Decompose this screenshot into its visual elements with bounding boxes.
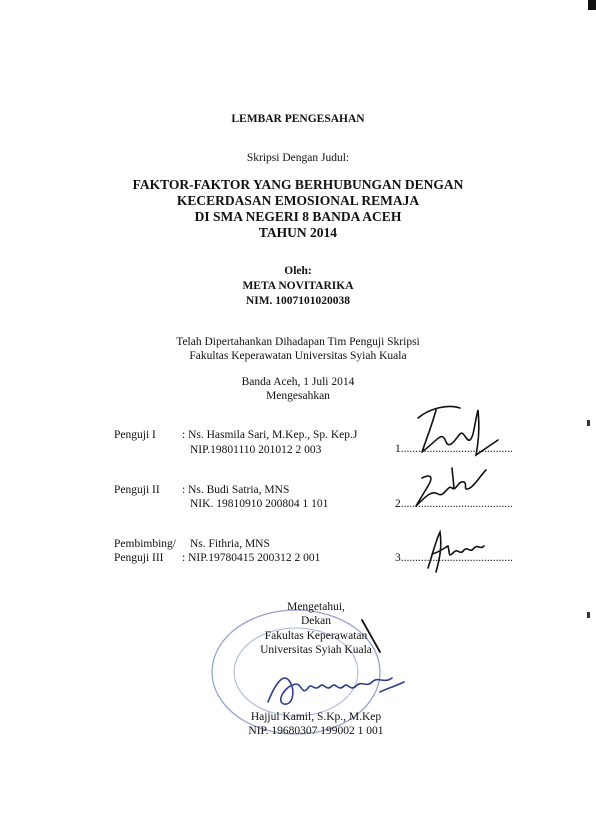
examiner-1-name: : Ns. Hasmila Sari, M.Kep., Sp. Kep.J [182,429,358,441]
dean-nip: NIP. 19680307 199002 1 001 [248,725,384,737]
defense-line-2: Fakultas Keperawatan Universitas Syiah Kuala [189,350,407,362]
examiner-2-signature-line: 2....................................... [395,498,513,510]
examiner-1-id: NIP.19801110 201012 2 003 [190,444,322,456]
author-name: META NOVITARIKA [242,280,354,292]
examiner-3-id: : NIP.19780415 200312 2 001 [182,552,321,564]
thesis-title-line-4: TAHUN 2014 [258,225,338,240]
examiner-3-role: Pembimbing/ [114,538,176,550]
examiner-3-role-2: Penguji III [114,552,164,564]
acknowledged-label: Mengetahui, [287,601,345,613]
thesis-title-line-3: DI SMA NEGERI 8 BANDA ACEH [194,209,402,224]
approved-label: Mengesahkan [266,390,330,402]
page-title: LEMBAR PENGESAHAN [231,113,365,125]
defense-line-1: Telah Dipertahankan Dihadapan Tim Penguji Skripsi [176,336,420,348]
author-by-label: Oleh: [284,265,312,277]
faculty-name: Fakultas Keperawatan [264,630,368,642]
stamp-slash-mark [360,618,384,658]
examiner-2-name: : Ns. Budi Satria, MNS [182,484,290,496]
examiner-2-role: Penguji II [114,484,160,496]
place-date: Banda Aceh, 1 Juli 2014 [241,376,355,388]
thesis-title-line-2: KECERDASAN EMOSIONAL REMAJA [176,193,420,208]
dean-name: Hajjul Kamil, S.Kp., M.Kep [250,711,382,723]
examiner-3-name: Ns. Fithria, MNS [190,538,270,550]
dean-position: Dekan [300,615,331,627]
author-nim: NIM. 1007101020038 [245,295,351,307]
university-name: Universitas Syiah Kuala [260,644,372,656]
signature-2 [402,458,498,510]
examiner-1-signature-line: 1....................................... [395,443,513,455]
signature-1 [408,400,498,460]
scan-speck [587,420,590,426]
dean-signature [262,662,412,712]
scan-corner-mark [588,0,596,10]
page-subtitle: Skripsi Dengan Judul: [246,152,350,164]
thesis-title-line-1: FAKTOR-FAKTOR YANG BERHUBUNGAN DENGAN [132,177,464,192]
examiner-3-signature-line: 3....................................... [395,552,513,564]
signature-3 [418,528,488,576]
examiner-2-id: NIK. 19810910 200804 1 101 [190,498,329,510]
examiner-1-role: Penguji I [114,429,156,441]
